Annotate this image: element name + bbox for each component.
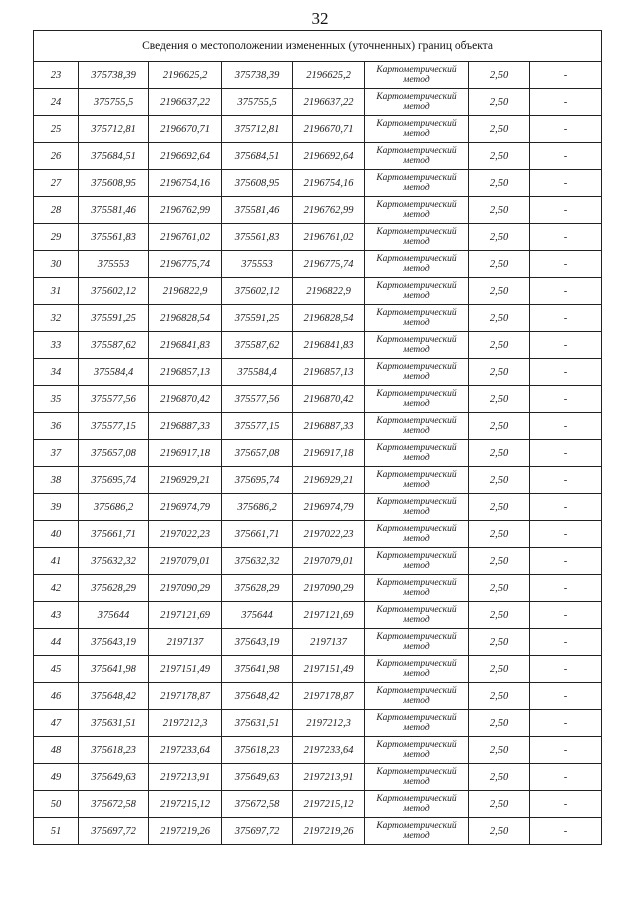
table-row [34,764,602,791]
refined-x-cell: 375631,51 [222,710,293,737]
table-row [34,467,602,494]
method-cell: Картометрический метод [365,629,469,656]
refined-x-cell: 375641,98 [222,656,293,683]
refined-y-cell: 2196761,02 [293,224,365,251]
description-cell: - [530,737,602,764]
table-title: Сведения о местоположении измененных (уточненных) границ объекта [34,31,602,62]
point-number-cell: 39 [34,494,79,521]
point-number-cell: 51 [34,818,79,845]
table-row [34,791,602,818]
refined-x-cell: 375738,39 [222,62,293,89]
existing-y-cell: 2196887,33 [149,413,222,440]
point-number-cell: 50 [34,791,79,818]
method-cell: Картометрический метод [365,170,469,197]
description-cell: - [530,332,602,359]
table-row [34,305,602,332]
accuracy-cell: 2,50 [469,332,530,359]
existing-y-cell: 2196761,02 [149,224,222,251]
point-number-cell: 46 [34,683,79,710]
point-number-cell: 31 [34,278,79,305]
refined-y-cell: 2196887,33 [293,413,365,440]
existing-y-cell: 2197137 [149,629,222,656]
accuracy-cell: 2,50 [469,224,530,251]
accuracy-cell: 2,50 [469,251,530,278]
existing-x-cell: 375684,51 [79,143,149,170]
table-row [34,737,602,764]
existing-y-cell: 2196857,13 [149,359,222,386]
description-cell: - [530,818,602,845]
table-row [34,575,602,602]
method-cell: Картометрический метод [365,764,469,791]
refined-x-cell: 375712,81 [222,116,293,143]
existing-y-cell: 2196670,71 [149,116,222,143]
method-cell: Картометрический метод [365,440,469,467]
refined-x-cell: 375618,23 [222,737,293,764]
table-row [34,494,602,521]
description-cell: - [530,467,602,494]
refined-x-cell: 375581,46 [222,197,293,224]
description-cell: - [530,575,602,602]
existing-x-cell: 375738,39 [79,62,149,89]
refined-y-cell: 2196775,74 [293,251,365,278]
existing-y-cell: 2196637,22 [149,89,222,116]
table-row [34,413,602,440]
description-cell: - [530,197,602,224]
refined-y-cell: 2196762,99 [293,197,365,224]
refined-y-cell: 2196670,71 [293,116,365,143]
refined-y-cell: 2196828,54 [293,305,365,332]
existing-x-cell: 375591,25 [79,305,149,332]
refined-x-cell: 375697,72 [222,818,293,845]
existing-y-cell: 2197212,3 [149,710,222,737]
point-number-cell: 42 [34,575,79,602]
table-row [34,143,602,170]
refined-x-cell: 375686,2 [222,494,293,521]
existing-x-cell: 375755,5 [79,89,149,116]
existing-x-cell: 375657,08 [79,440,149,467]
accuracy-cell: 2,50 [469,440,530,467]
point-number-cell: 26 [34,143,79,170]
description-cell: - [530,386,602,413]
point-number-cell: 48 [34,737,79,764]
method-cell: Картометрический метод [365,224,469,251]
refined-y-cell: 2196637,22 [293,89,365,116]
refined-x-cell: 375561,83 [222,224,293,251]
point-number-cell: 34 [34,359,79,386]
method-cell: Картометрический метод [365,251,469,278]
point-number-cell: 35 [34,386,79,413]
refined-x-cell: 375587,62 [222,332,293,359]
accuracy-cell: 2,50 [469,548,530,575]
accuracy-cell: 2,50 [469,62,530,89]
existing-y-cell: 2196754,16 [149,170,222,197]
coordinates-table [33,30,602,845]
refined-y-cell: 2196974,79 [293,494,365,521]
point-number-cell: 25 [34,116,79,143]
method-cell: Картометрический метод [365,521,469,548]
point-number-cell: 44 [34,629,79,656]
accuracy-cell: 2,50 [469,170,530,197]
accuracy-cell: 2,50 [469,656,530,683]
point-number-cell: 47 [34,710,79,737]
existing-y-cell: 2196929,21 [149,467,222,494]
table-row [34,521,602,548]
refined-x-cell: 375695,74 [222,467,293,494]
refined-y-cell: 2196870,42 [293,386,365,413]
refined-y-cell: 2197219,26 [293,818,365,845]
table-row [34,224,602,251]
refined-y-cell: 2197121,69 [293,602,365,629]
table-title-row [34,31,602,62]
accuracy-cell: 2,50 [469,683,530,710]
existing-y-cell: 2197090,29 [149,575,222,602]
point-number-cell: 37 [34,440,79,467]
existing-x-cell: 375643,19 [79,629,149,656]
description-cell: - [530,278,602,305]
refined-y-cell: 2197212,3 [293,710,365,737]
refined-x-cell: 375584,4 [222,359,293,386]
refined-y-cell: 2196841,83 [293,332,365,359]
existing-y-cell: 2196974,79 [149,494,222,521]
existing-x-cell: 375672,58 [79,791,149,818]
refined-y-cell: 2196754,16 [293,170,365,197]
method-cell: Картометрический метод [365,791,469,818]
description-cell: - [530,764,602,791]
existing-x-cell: 375641,98 [79,656,149,683]
point-number-cell: 29 [34,224,79,251]
refined-x-cell: 375644 [222,602,293,629]
existing-x-cell: 375697,72 [79,818,149,845]
point-number-cell: 27 [34,170,79,197]
point-number-cell: 43 [34,602,79,629]
table-row [34,278,602,305]
table-row [34,62,602,89]
refined-y-cell: 2196692,64 [293,143,365,170]
table-row [34,332,602,359]
refined-x-cell: 375672,58 [222,791,293,818]
description-cell: - [530,116,602,143]
existing-y-cell: 2197151,49 [149,656,222,683]
existing-x-cell: 375577,15 [79,413,149,440]
point-number-cell: 32 [34,305,79,332]
refined-y-cell: 2197233,64 [293,737,365,764]
description-cell: - [530,305,602,332]
method-cell: Картометрический метод [365,737,469,764]
description-cell: - [530,62,602,89]
method-cell: Картометрический метод [365,548,469,575]
table-row [34,656,602,683]
accuracy-cell: 2,50 [469,197,530,224]
existing-x-cell: 375631,51 [79,710,149,737]
description-cell: - [530,656,602,683]
existing-x-cell: 375584,4 [79,359,149,386]
table-row [34,170,602,197]
existing-x-cell: 375648,42 [79,683,149,710]
existing-x-cell: 375712,81 [79,116,149,143]
refined-y-cell: 2197178,87 [293,683,365,710]
method-cell: Картометрический метод [365,332,469,359]
existing-y-cell: 2197022,23 [149,521,222,548]
point-number-cell: 40 [34,521,79,548]
accuracy-cell: 2,50 [469,386,530,413]
accuracy-cell: 2,50 [469,359,530,386]
method-cell: Картометрический метод [365,818,469,845]
existing-x-cell: 375577,56 [79,386,149,413]
table-row [34,197,602,224]
table-row [34,602,602,629]
accuracy-cell: 2,50 [469,467,530,494]
method-cell: Картометрический метод [365,305,469,332]
method-cell: Картометрический метод [365,683,469,710]
accuracy-cell: 2,50 [469,710,530,737]
existing-x-cell: 375644 [79,602,149,629]
table-row [34,683,602,710]
accuracy-cell: 2,50 [469,818,530,845]
description-cell: - [530,170,602,197]
point-number-cell: 49 [34,764,79,791]
method-cell: Картометрический метод [365,602,469,629]
existing-y-cell: 2197233,64 [149,737,222,764]
description-cell: - [530,548,602,575]
refined-y-cell: 2197022,23 [293,521,365,548]
existing-y-cell: 2196917,18 [149,440,222,467]
table-row [34,548,602,575]
table-body [34,31,602,845]
refined-x-cell: 375755,5 [222,89,293,116]
table-row [34,89,602,116]
method-cell: Картометрический метод [365,116,469,143]
refined-y-cell: 2197213,91 [293,764,365,791]
refined-y-cell: 2197090,29 [293,575,365,602]
refined-x-cell: 375628,29 [222,575,293,602]
point-number-cell: 38 [34,467,79,494]
refined-x-cell: 375684,51 [222,143,293,170]
refined-y-cell: 2196917,18 [293,440,365,467]
description-cell: - [530,602,602,629]
refined-x-cell: 375553 [222,251,293,278]
table-row [34,251,602,278]
existing-y-cell: 2196841,83 [149,332,222,359]
method-cell: Картометрический метод [365,197,469,224]
point-number-cell: 45 [34,656,79,683]
refined-x-cell: 375591,25 [222,305,293,332]
method-cell: Картометрический метод [365,710,469,737]
accuracy-cell: 2,50 [469,116,530,143]
accuracy-cell: 2,50 [469,521,530,548]
existing-y-cell: 2196870,42 [149,386,222,413]
existing-x-cell: 375587,62 [79,332,149,359]
point-number-cell: 33 [34,332,79,359]
accuracy-cell: 2,50 [469,305,530,332]
existing-y-cell: 2196625,2 [149,62,222,89]
method-cell: Картометрический метод [365,386,469,413]
point-number-cell: 36 [34,413,79,440]
existing-x-cell: 375602,12 [79,278,149,305]
point-number-cell: 23 [34,62,79,89]
accuracy-cell: 2,50 [469,575,530,602]
description-cell: - [530,521,602,548]
refined-y-cell: 2197215,12 [293,791,365,818]
existing-y-cell: 2196762,99 [149,197,222,224]
description-cell: - [530,629,602,656]
description-cell: - [530,440,602,467]
refined-x-cell: 375657,08 [222,440,293,467]
accuracy-cell: 2,50 [469,737,530,764]
refined-x-cell: 375608,95 [222,170,293,197]
accuracy-cell: 2,50 [469,413,530,440]
existing-y-cell: 2197213,91 [149,764,222,791]
description-cell: - [530,224,602,251]
accuracy-cell: 2,50 [469,764,530,791]
method-cell: Картометрический метод [365,413,469,440]
existing-x-cell: 375561,83 [79,224,149,251]
method-cell: Картометрический метод [365,656,469,683]
refined-y-cell: 2196857,13 [293,359,365,386]
method-cell: Картометрический метод [365,143,469,170]
table-row [34,629,602,656]
existing-y-cell: 2197178,87 [149,683,222,710]
refined-x-cell: 375632,32 [222,548,293,575]
method-cell: Картометрический метод [365,467,469,494]
accuracy-cell: 2,50 [469,791,530,818]
table-row [34,386,602,413]
existing-x-cell: 375686,2 [79,494,149,521]
existing-y-cell: 2197079,01 [149,548,222,575]
table-row [34,359,602,386]
method-cell: Картометрический метод [365,359,469,386]
refined-y-cell: 2197151,49 [293,656,365,683]
existing-y-cell: 2196828,54 [149,305,222,332]
description-cell: - [530,89,602,116]
description-cell: - [530,791,602,818]
existing-x-cell: 375581,46 [79,197,149,224]
method-cell: Картометрический метод [365,494,469,521]
refined-x-cell: 375643,19 [222,629,293,656]
existing-x-cell: 375618,23 [79,737,149,764]
point-number-cell: 41 [34,548,79,575]
refined-y-cell: 2197137 [293,629,365,656]
accuracy-cell: 2,50 [469,278,530,305]
page-number: 32 [311,9,329,28]
accuracy-cell: 2,50 [469,89,530,116]
refined-y-cell: 2197079,01 [293,548,365,575]
existing-y-cell: 2196822,9 [149,278,222,305]
table-row [34,818,602,845]
refined-y-cell: 2196929,21 [293,467,365,494]
table-row [34,116,602,143]
existing-y-cell: 2197215,12 [149,791,222,818]
existing-x-cell: 375661,71 [79,521,149,548]
description-cell: - [530,251,602,278]
method-cell: Картометрический метод [365,62,469,89]
table-row [34,440,602,467]
refined-x-cell: 375648,42 [222,683,293,710]
existing-y-cell: 2197219,26 [149,818,222,845]
table-row [34,710,602,737]
description-cell: - [530,683,602,710]
existing-x-cell: 375608,95 [79,170,149,197]
existing-y-cell: 2196692,64 [149,143,222,170]
existing-y-cell: 2197121,69 [149,602,222,629]
refined-x-cell: 375602,12 [222,278,293,305]
description-cell: - [530,143,602,170]
accuracy-cell: 2,50 [469,602,530,629]
refined-x-cell: 375577,15 [222,413,293,440]
description-cell: - [530,359,602,386]
accuracy-cell: 2,50 [469,629,530,656]
existing-x-cell: 375649,63 [79,764,149,791]
refined-y-cell: 2196625,2 [293,62,365,89]
point-number-cell: 28 [34,197,79,224]
description-cell: - [530,413,602,440]
existing-x-cell: 375632,32 [79,548,149,575]
accuracy-cell: 2,50 [469,143,530,170]
refined-x-cell: 375577,56 [222,386,293,413]
method-cell: Картометрический метод [365,575,469,602]
refined-x-cell: 375649,63 [222,764,293,791]
description-cell: - [530,494,602,521]
method-cell: Картометрический метод [365,278,469,305]
accuracy-cell: 2,50 [469,494,530,521]
description-cell: - [530,710,602,737]
refined-y-cell: 2196822,9 [293,278,365,305]
existing-y-cell: 2196775,74 [149,251,222,278]
existing-x-cell: 375553 [79,251,149,278]
point-number-cell: 24 [34,89,79,116]
refined-x-cell: 375661,71 [222,521,293,548]
existing-x-cell: 375695,74 [79,467,149,494]
existing-x-cell: 375628,29 [79,575,149,602]
point-number-cell: 30 [34,251,79,278]
method-cell: Картометрический метод [365,89,469,116]
